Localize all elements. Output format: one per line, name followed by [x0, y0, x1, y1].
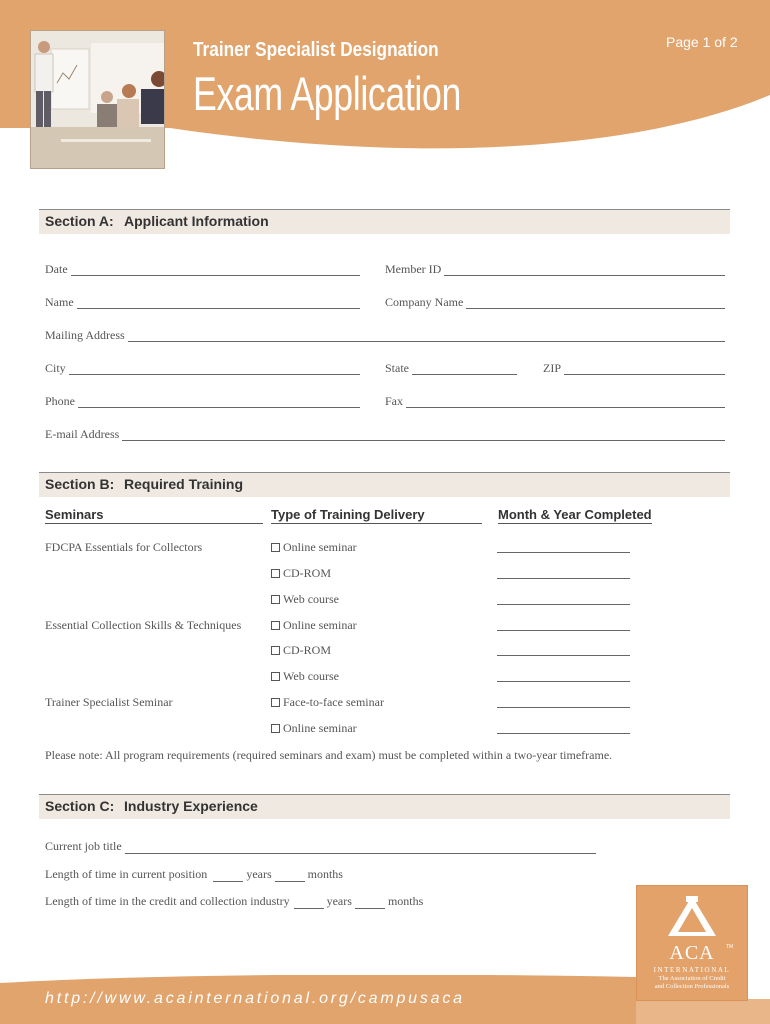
section-c-label: Section C: — [45, 798, 115, 814]
option-essential-cdrom[interactable] — [271, 643, 331, 658]
time-in-industry-label: Length of time in the credit and collection industry — [45, 894, 290, 908]
phone-line[interactable] — [78, 395, 360, 408]
email-line[interactable] — [122, 428, 725, 441]
checkbox[interactable] — [271, 698, 280, 707]
completed-column-header: Month & Year Completed — [498, 507, 652, 522]
section-b-title: Required Training — [124, 476, 244, 492]
option-fdcpa-cdrom[interactable] — [271, 566, 331, 581]
email-label: E-mail Address — [45, 427, 120, 441]
footer-url-link[interactable]: http://www.acainternational.org/campusaca — [45, 990, 465, 1007]
page-title: Exam Application — [193, 67, 461, 120]
phone-field[interactable] — [45, 392, 360, 408]
checkbox[interactable] — [271, 724, 280, 733]
completed-line[interactable] — [497, 680, 630, 682]
option-label: Web course — [283, 592, 340, 606]
member-id-line[interactable] — [444, 263, 725, 276]
years-label: years — [326, 894, 352, 908]
email-field[interactable] — [45, 425, 725, 441]
aca-tagline-1: The Association of Credit — [658, 975, 726, 982]
option-label: CD-ROM — [283, 566, 332, 580]
completed-line[interactable] — [497, 732, 630, 734]
section-b-label: Section B: — [45, 476, 115, 492]
company-name-field[interactable] — [385, 293, 725, 309]
member-id-field[interactable] — [385, 260, 725, 276]
mailing-address-field[interactable] — [45, 326, 725, 342]
current-job-title-label: Current job title — [45, 839, 122, 853]
seminars-column-header: Seminars — [45, 507, 263, 524]
months-label: months — [387, 894, 424, 908]
current-job-title-field[interactable] — [45, 839, 596, 854]
position-years-line[interactable] — [213, 871, 243, 882]
aca-triangle-icon — [667, 894, 717, 938]
aca-logo-tagline — [637, 975, 747, 991]
completed-line[interactable] — [497, 706, 630, 708]
completed-line[interactable] — [497, 577, 630, 579]
completed-line[interactable] — [497, 654, 630, 656]
mailing-address-line[interactable] — [128, 329, 725, 342]
requirements-note: Please note: All program requirements (required seminars and exam) must be completed within a two-year timeframe. — [45, 748, 613, 762]
name-line[interactable] — [77, 296, 360, 309]
checkbox[interactable] — [271, 595, 280, 604]
zip-label: ZIP — [543, 361, 561, 375]
state-field[interactable] — [385, 359, 517, 375]
date-line[interactable] — [71, 263, 360, 276]
section-b-header — [39, 472, 730, 497]
option-fdcpa-web[interactable] — [271, 592, 339, 607]
section-c-header — [39, 794, 730, 819]
option-label: Face-to-face seminar — [283, 695, 384, 709]
checkbox[interactable] — [271, 621, 280, 630]
seminar-essential-collection: Essential Collection Skills & Techniques — [45, 618, 242, 632]
section-a-title: Applicant Information — [124, 213, 269, 229]
industry-months-line[interactable] — [355, 898, 385, 909]
checkbox[interactable] — [271, 569, 280, 578]
time-in-position-field[interactable] — [45, 867, 343, 882]
aca-logo — [636, 885, 748, 1001]
state-line[interactable] — [412, 362, 517, 375]
option-trainer-online[interactable] — [271, 721, 357, 736]
completed-line[interactable] — [497, 603, 630, 605]
phone-label: Phone — [45, 394, 75, 408]
aca-logo-tm: TM — [726, 944, 734, 950]
name-field[interactable] — [45, 293, 360, 309]
mailing-address-label: Mailing Address — [45, 328, 125, 342]
zip-field[interactable] — [543, 359, 725, 375]
delivery-column-header: Type of Training Delivery — [271, 507, 482, 524]
option-label: Online seminar — [283, 618, 357, 632]
fax-label: Fax — [385, 394, 403, 408]
current-job-title-line[interactable] — [125, 843, 596, 854]
aca-tagline-2: and Collection Professionals — [654, 983, 730, 990]
seminar-trainer-specialist: Trainer Specialist Seminar — [45, 695, 173, 709]
completed-line[interactable] — [497, 551, 630, 553]
position-months-line[interactable] — [275, 871, 305, 882]
option-label: CD-ROM — [283, 643, 332, 657]
checkbox[interactable] — [271, 672, 280, 681]
page-indicator: Page 1 of 2 — [666, 34, 738, 50]
fax-field[interactable] — [385, 392, 725, 408]
section-c-title: Industry Experience — [124, 798, 258, 814]
option-label: Online seminar — [283, 540, 357, 554]
member-id-label: Member ID — [385, 262, 442, 276]
aca-logo-name: ACA — [669, 942, 715, 964]
checkbox[interactable] — [271, 646, 280, 655]
months-label: months — [307, 867, 343, 881]
fax-line[interactable] — [406, 395, 725, 408]
name-label: Name — [45, 295, 74, 309]
checkbox[interactable] — [271, 543, 280, 552]
city-field[interactable] — [45, 359, 360, 375]
option-label: Web course — [283, 669, 340, 683]
option-essential-online[interactable] — [271, 618, 357, 633]
date-label: Date — [45, 262, 68, 276]
city-line[interactable] — [69, 362, 360, 375]
option-fdcpa-online[interactable] — [271, 540, 357, 555]
option-trainer-face-to-face[interactable] — [271, 695, 384, 710]
time-in-position-label: Length of time in current position — [45, 867, 208, 881]
header-photo — [30, 30, 165, 169]
aca-logo-international: INTERNATIONAL — [653, 966, 731, 974]
time-in-industry-field[interactable] — [45, 894, 423, 909]
zip-line[interactable] — [564, 362, 725, 375]
completed-line[interactable] — [497, 629, 630, 631]
header-subtitle: Trainer Specialist Designation — [193, 39, 439, 61]
state-label: State — [385, 361, 409, 375]
years-label: years — [246, 867, 272, 881]
company-name-label: Company Name — [385, 295, 464, 309]
section-a-header — [39, 209, 730, 234]
company-name-line[interactable] — [466, 296, 725, 309]
option-essential-web[interactable] — [271, 669, 339, 684]
city-label: City — [45, 361, 66, 375]
option-label: Online seminar — [283, 721, 357, 735]
industry-years-line[interactable] — [294, 898, 324, 909]
date-field[interactable] — [45, 260, 360, 276]
section-a-label: Section A: — [45, 213, 114, 229]
seminar-fdcpa: FDCPA Essentials for Collectors — [45, 540, 203, 554]
